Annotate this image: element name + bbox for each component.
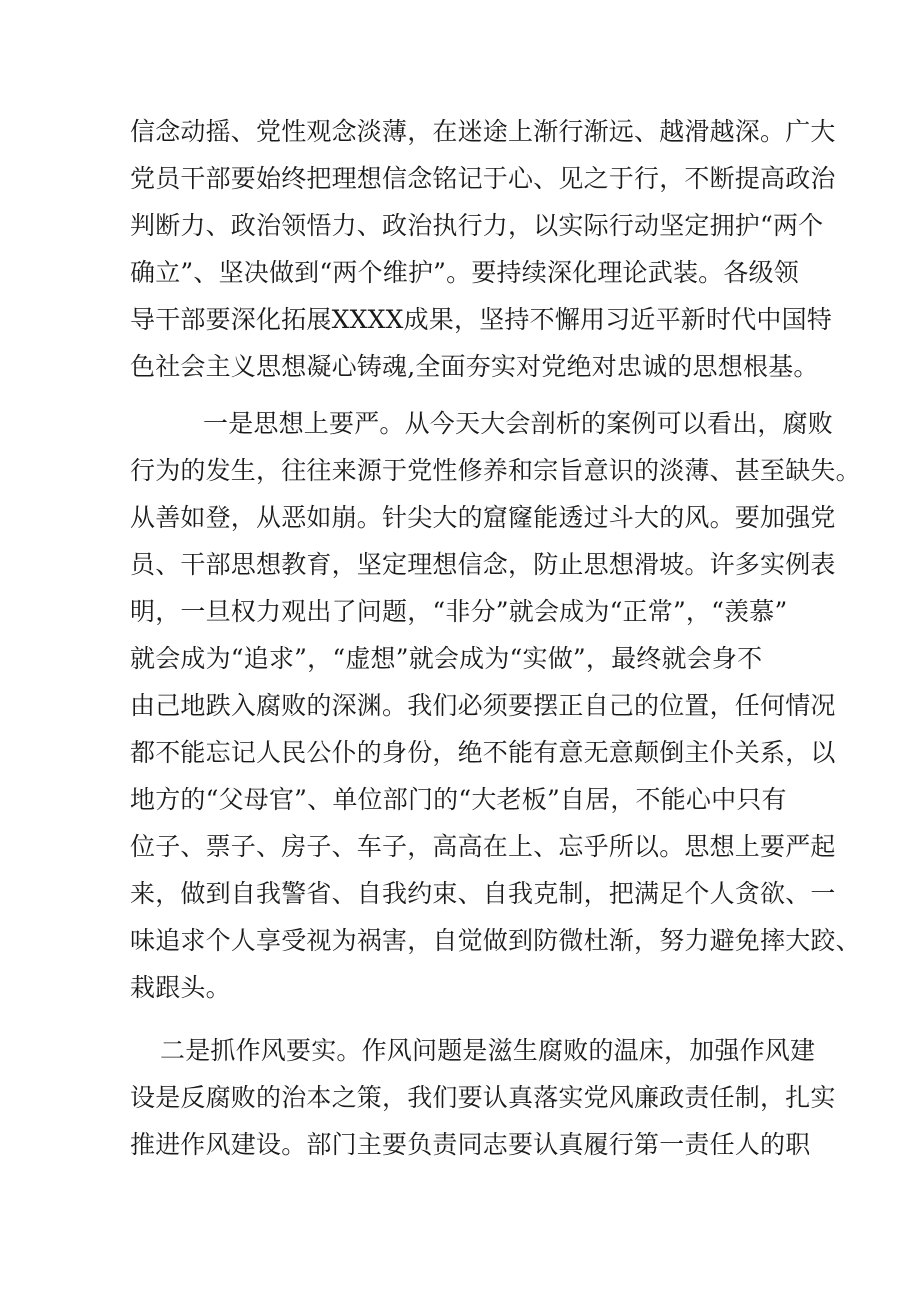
text-line: 色社会主义思想凝心铸魂,全面夯实对党绝对忠诚的思想根基。	[130, 352, 819, 381]
text-line: 信念动摇、党性观念淡薄，在迷途上渐行渐远、越滑越深。广大	[130, 117, 836, 146]
paragraph-start-line: 二是抓作风要实。作风问题是滋生腐败的温床，加强作风建	[160, 1036, 816, 1065]
text-line: 由己地跌入腐败的深渊。我们必须要摆正自己的位置，任何情况	[130, 691, 836, 720]
text-line: 味追求个人享受视为祸害，自觉做到防微杜渐，努力避免摔大跤、	[130, 926, 861, 955]
text-line: 地方的“父母官”、单位部门的“大老板”自居，不能心中只有	[130, 785, 787, 814]
text-line: 位子、票子、房子、车子，高高在上、忘乎所以。思想上要严起	[130, 832, 836, 861]
paragraph-start-line: 一是思想上要严。从今天大会剖析的案例可以看出，腐败	[203, 409, 834, 438]
text-line: 导干部要深化拓展XXXX成果，坚持不懈用习近平新时代中国特	[130, 305, 832, 334]
text-line: 都不能忘记人民公仆的身份，绝不能有意无意颠倒主仆关系，以	[130, 738, 836, 767]
text-line: 明，一旦权力观出了问题，“非分”就会成为“正常”，“羡慕”	[130, 597, 788, 626]
text-line: 从善如登，从恶如崩。针尖大的窟窿能透过斗大的风。要加强党	[130, 503, 836, 532]
text-line: 设是反腐败的治本之策，我们要认真落实党风廉政责任制，扎实	[130, 1083, 836, 1112]
text-line: 党员干部要始终把理想信念铭记于心、见之于行，不断提高政治	[130, 164, 836, 193]
text-line: 行为的发生，往往来源于党性修养和宗旨意识的淡薄、甚至缺失。	[130, 456, 861, 485]
text-line: 员、干部思想教育，坚定理想信念，防止思想滑坡。许多实例表	[130, 550, 836, 579]
text-line: 栽跟头。	[130, 973, 231, 1002]
text-line: 确立”、坚决做到“两个维护”。要持续深化理论武装。各级领	[130, 258, 799, 287]
text-line: 来，做到自我警省、自我约束、自我克制，把满足个人贪欲、一	[130, 879, 836, 908]
text-line: 推进作风建设。部门主要负责同志要认真履行第一责任人的职	[130, 1130, 811, 1159]
text-line: 就会成为“追求”，“虚想”就会成为“实做”，最终就会身不	[130, 644, 763, 673]
text-line: 判断力、政治领悟力、政治执行力，以实际行动坚定拥护“两个	[130, 211, 824, 240]
